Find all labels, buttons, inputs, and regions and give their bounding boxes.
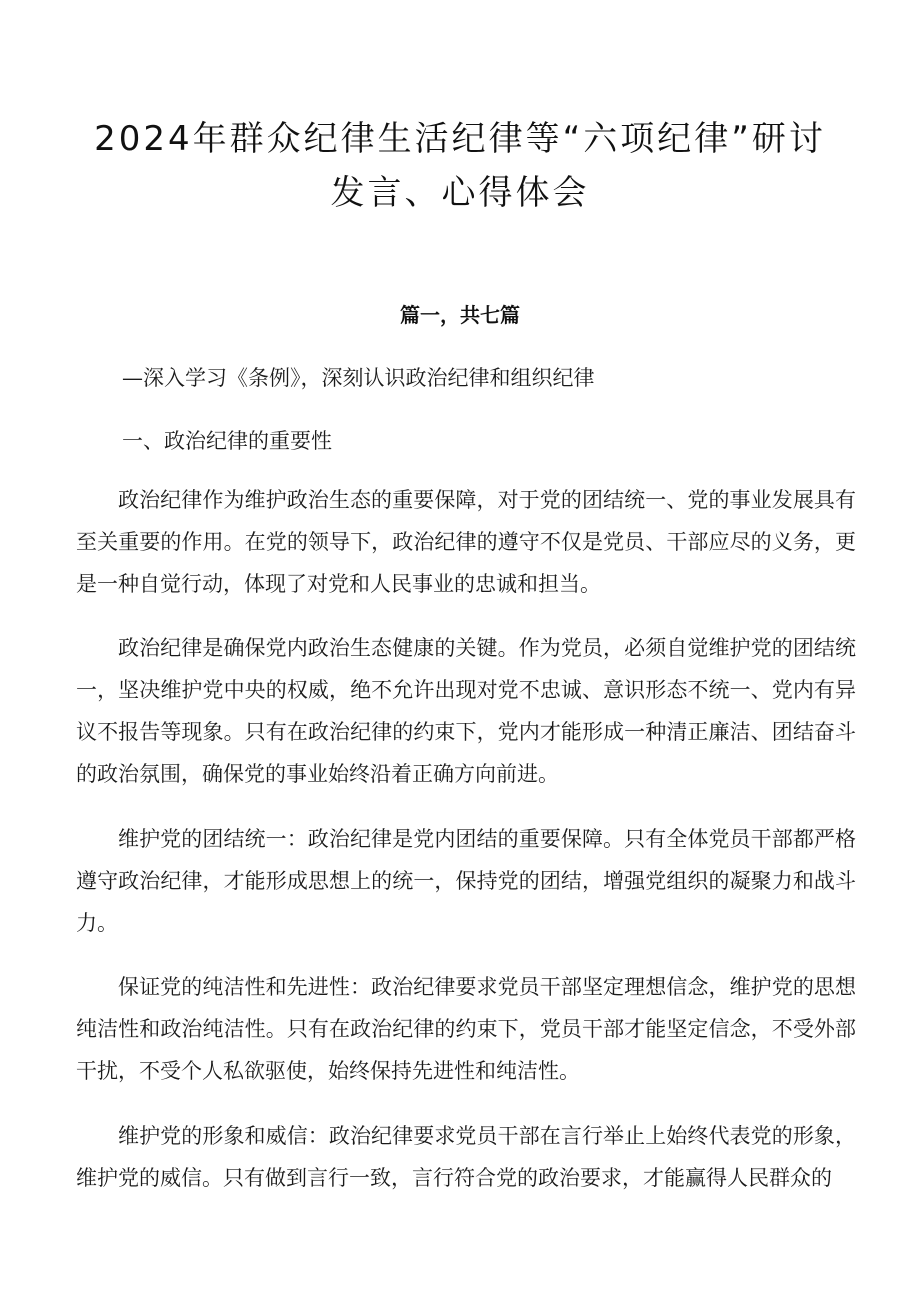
sub-heading: 一、政治纪律的重要性	[122, 429, 332, 453]
paragraph: 维护党的团结统一：政治纪律是党内团结的重要保障。只有全体党员干部都严格遵守政治纪律，才能形成思想上的统一，保持党的团结，增强党组织的凝聚力和战斗力。	[76, 827, 856, 935]
document-subtitle: 篇一，共七篇	[400, 303, 520, 327]
paragraph: 维护党的形象和威信：政治纪律要求党员干部在言行举止上始终代表党的形象，维护党的威信。只有做到言行一致，言行符合党的政治要求，才能赢得人民群众的	[76, 1124, 856, 1190]
paragraph: 政治纪律是确保党内政治生态健康的关键。作为党员，必须自觉维护党的团结统一，坚决维护党中央的权威，绝不允许出现对党不忠诚、意识形态不统一、党内有异议不报告等现象。只有在政治纪律的约束下，党内才能形成一种清正廉洁、团结奋斗的政治氛围，确保党的事业始终沿着正确方向前进。	[76, 636, 856, 786]
document-title: 2024年群众纪律生活纪律等“六项纪律”研讨发言、心得体会	[94, 119, 826, 213]
paragraph: 政治纪律作为维护政治生态的重要保障，对于党的团结统一、党的事业发展具有至关重要的作用。在党的领导下，政治纪律的遵守不仅是党员、干部应尽的义务，更是一种自觉行动，体现了对党和人民事业的忠诚和担当。	[76, 488, 856, 596]
section-heading: —深入学习《条例》，深刻认识政治纪律和组织纪律	[122, 366, 595, 390]
paragraph: 保证党的纯洁性和先进性：政治纪律要求党员干部坚定理想信念，维护党的思想纯洁性和政治纯洁性。只有在政治纪律的约束下，党员干部才能坚定信念，不受外部干扰，不受个人私欲驱使，始终保持先进性和纯洁性。	[76, 975, 856, 1083]
